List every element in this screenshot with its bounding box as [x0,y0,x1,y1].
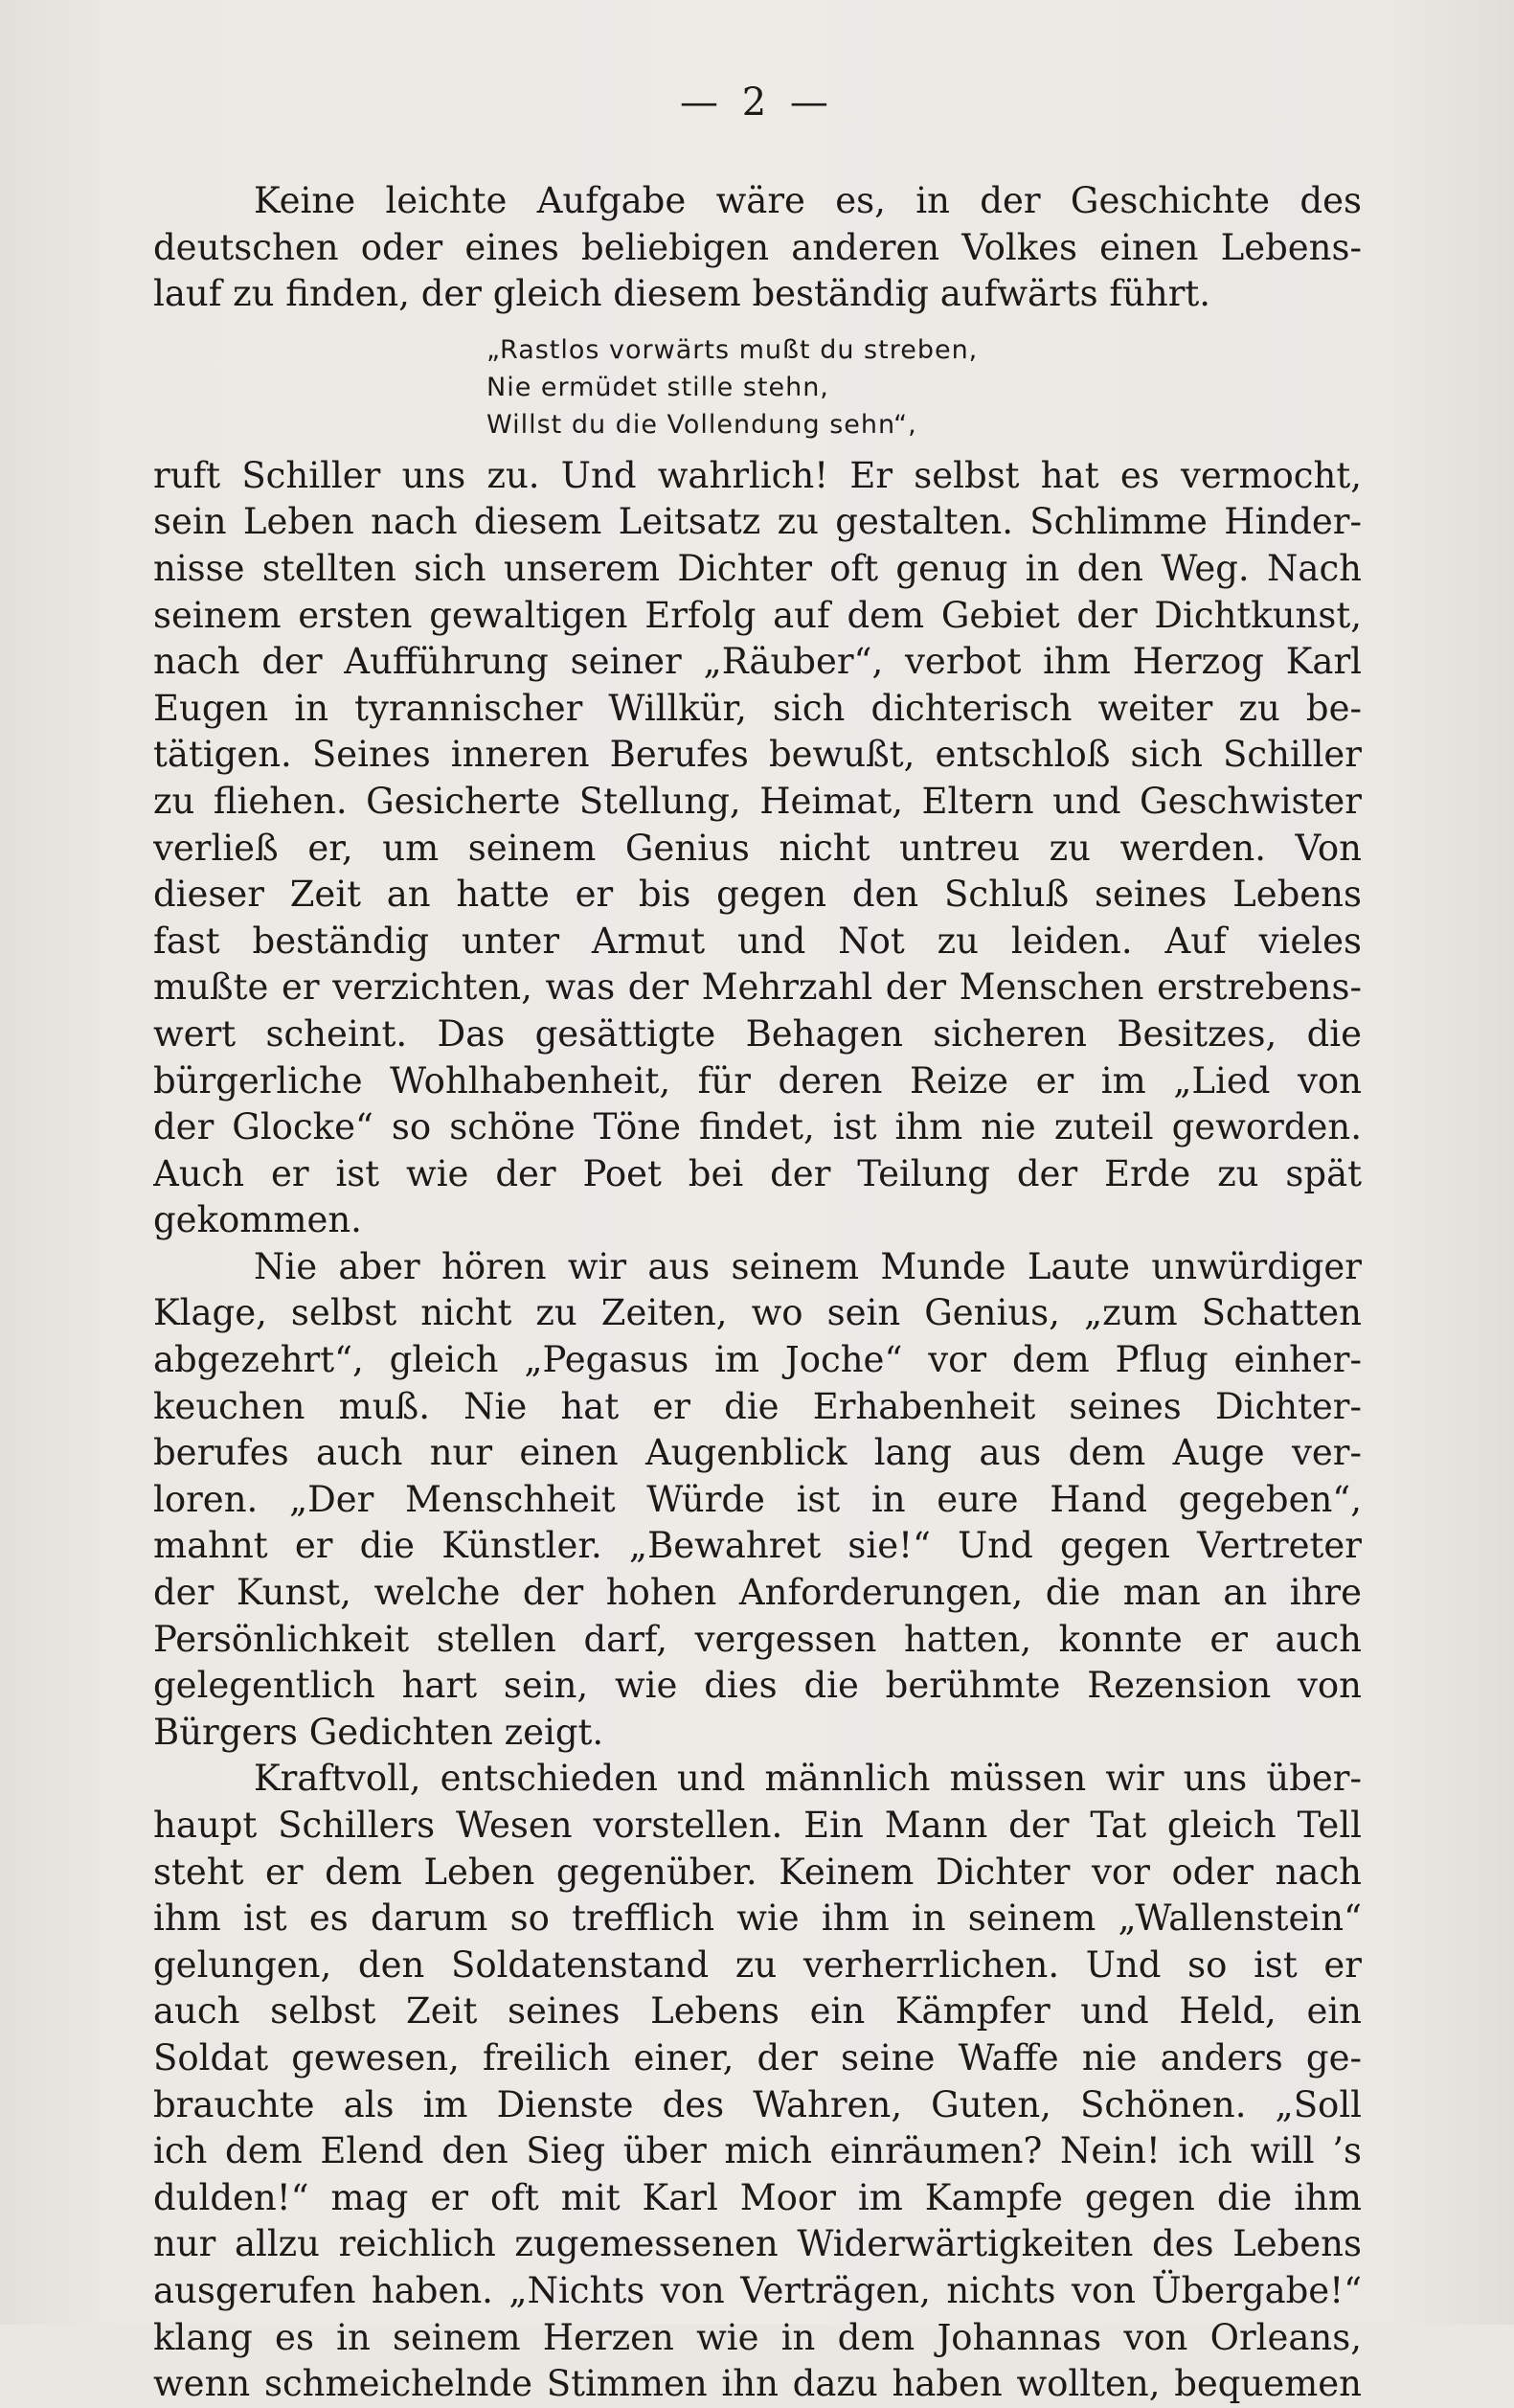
text-line: Auch er ist wie der Poet bei der Teilung der Erde zu spät [153,1152,1362,1194]
body-text [153,178,1362,2408]
text-line: ich dem Elend den Sieg über mich einräumen? Nein! ich will ’s [153,2130,1362,2172]
text-line: abgezehrt“, gleich „Pegasus im Joche“ vor dem Pflug einher- [153,1339,1362,1381]
text-line: keuchen muß. Nie hat er die Erhabenheit seines Dichter- [153,1385,1362,1427]
text-line: Kraftvoll, entschieden und männlich müssen wir uns über- [254,1758,1362,1800]
text-line: auch selbst Zeit seines Lebens ein Kämpfer und Held, ein [153,1990,1362,2033]
paragraph-1 [153,178,1362,318]
text-line: mußte er verzichten, was der Mehrzahl der Menschen erstrebens- [153,966,1362,1009]
text-line: dieser Zeit an hatte er bis gegen den Schluß seines Lebens [153,874,1362,916]
text-line: ausgerufen haben. „Nichts von Verträgen, nichts von Übergabe!“ [153,2269,1362,2311]
text-line: nach der Aufführung seiner „Räuber“, verbot ihm Herzog Karl [153,641,1362,683]
verse-quote [486,331,1362,443]
text-line: brauchte als im Dienste des Wahren, Guten, Schönen. „Soll [153,2083,1362,2125]
text-line: der Kunst, welche der hohen Anforderungen, die man an ihre [153,1572,1362,1614]
paragraph-3 [153,1244,1362,1757]
text-line: deutschen oder eines beliebigen anderen Volkes einen Lebens- [153,226,1362,268]
text-line: Nie aber hören wir aus seinem Munde Laute unwürdiger [254,1245,1362,1287]
text-line: berufes auch nur einen Augenblick lang aus dem Auge ver- [153,1432,1362,1474]
text-line: seinem ersten gewaltigen Erfolg auf dem Gebiet der Dichtkunst, [153,594,1362,636]
verse-line: „Rastlos vorwärts mußt du streben, [486,334,979,365]
text-line: wert scheint. Das gesättigte Behagen sicheren Besitzes, die [153,1012,1362,1055]
text-line: fast beständig unter Armut und Not zu leiden. Auf vieles [153,920,1362,962]
text-line: bürgerliche Wohlhabenheit, für deren Reize er im „Lied von [153,1059,1362,1102]
text-line: lauf zu finden, der gleich diesem beständig aufwärts führt. [153,273,1211,315]
text-line: gelungen, den Soldatenstand zu verherrlichen. Und so ist er [153,1943,1362,1986]
verse-line: Nie ermüdet stille stehn, [486,372,829,402]
text-line: sein Leben nach diesem Leitsatz zu gestalten. Schlimme Hinder- [153,501,1362,543]
text-line: Klage, selbst nicht zu Zeiten, wo sein Genius, „zum Schatten [153,1292,1362,1334]
text-line: klang es in seinem Herzen wie in dem Johannas von Orleans, [153,2316,1362,2358]
text-line: gelegentlich hart sein, wie dies die berühmte Rezension von [153,1665,1362,1707]
text-line: Persönlichkeit stellen darf, vergessen hatten, konnte er auch [153,1618,1362,1660]
paragraph-2 [153,453,1362,1244]
text-line: ruft Schiller uns zu. Und wahrlich! Er selbst hat es vermocht, [153,454,1362,496]
text-line: Keine leichte Aufgabe wäre es, in der Geschichte des [254,180,1362,221]
text-line: Soldat gewesen, freilich einer, der seine Waffe nie anders ge- [153,2036,1362,2079]
text-line: der Glocke“ so schöne Töne findet, ist ihm nie zuteil geworden. [153,1106,1362,1148]
text-line: loren. „Der Menschheit Würde ist in eure Hand gegeben“, [153,1478,1362,1520]
text-line: nur allzu reichlich zugemessenen Widerwärtigkeiten des Lebens [153,2223,1362,2265]
paragraph-4 [153,1756,1362,2407]
text-line: wenn schmeichelnde Stimmen ihn dazu haben wollten, bequemen [153,2363,1362,2405]
text-line: gekommen. [153,1199,362,1241]
text-line: steht er dem Leben gegenüber. Keinem Dichter vor oder nach [153,1851,1362,1893]
text-line: zu fliehen. Gesicherte Stellung, Heimat, Eltern und Geschwister [153,780,1362,822]
text-line: tätigen. Seines inneren Berufes bewußt, entschloß sich Schiller [153,734,1362,776]
text-line: dulden!“ mag er oft mit Karl Moor im Kampfe gegen die ihm [153,2176,1362,2218]
text-line: haupt Schillers Wesen vorstellen. Ein Mann der Tat gleich Tell [153,1805,1362,1846]
text-line: verließ er, um seinem Genius nicht untreu zu werden. Von [153,827,1362,869]
page-number: — 2 — [680,80,834,125]
text-line: Bürgers Gedichten zeigt. [153,1711,604,1753]
verse-line: Willst du die Vollendung sehn“, [486,409,917,440]
text-line: Eugen in tyrannischer Willkür, sich dichterisch weiter zu be- [153,687,1362,729]
text-line: mahnt er die Künstler. „Bewahret sie!“ Und gegen Vertreter [153,1525,1362,1567]
text-line: nisse stellten sich unserem Dichter oft genug in den Weg. Nach [153,547,1362,589]
text-line: ihm ist es darum so trefflich wie ihm in seinem „Wallenstein“ [153,1897,1362,1940]
